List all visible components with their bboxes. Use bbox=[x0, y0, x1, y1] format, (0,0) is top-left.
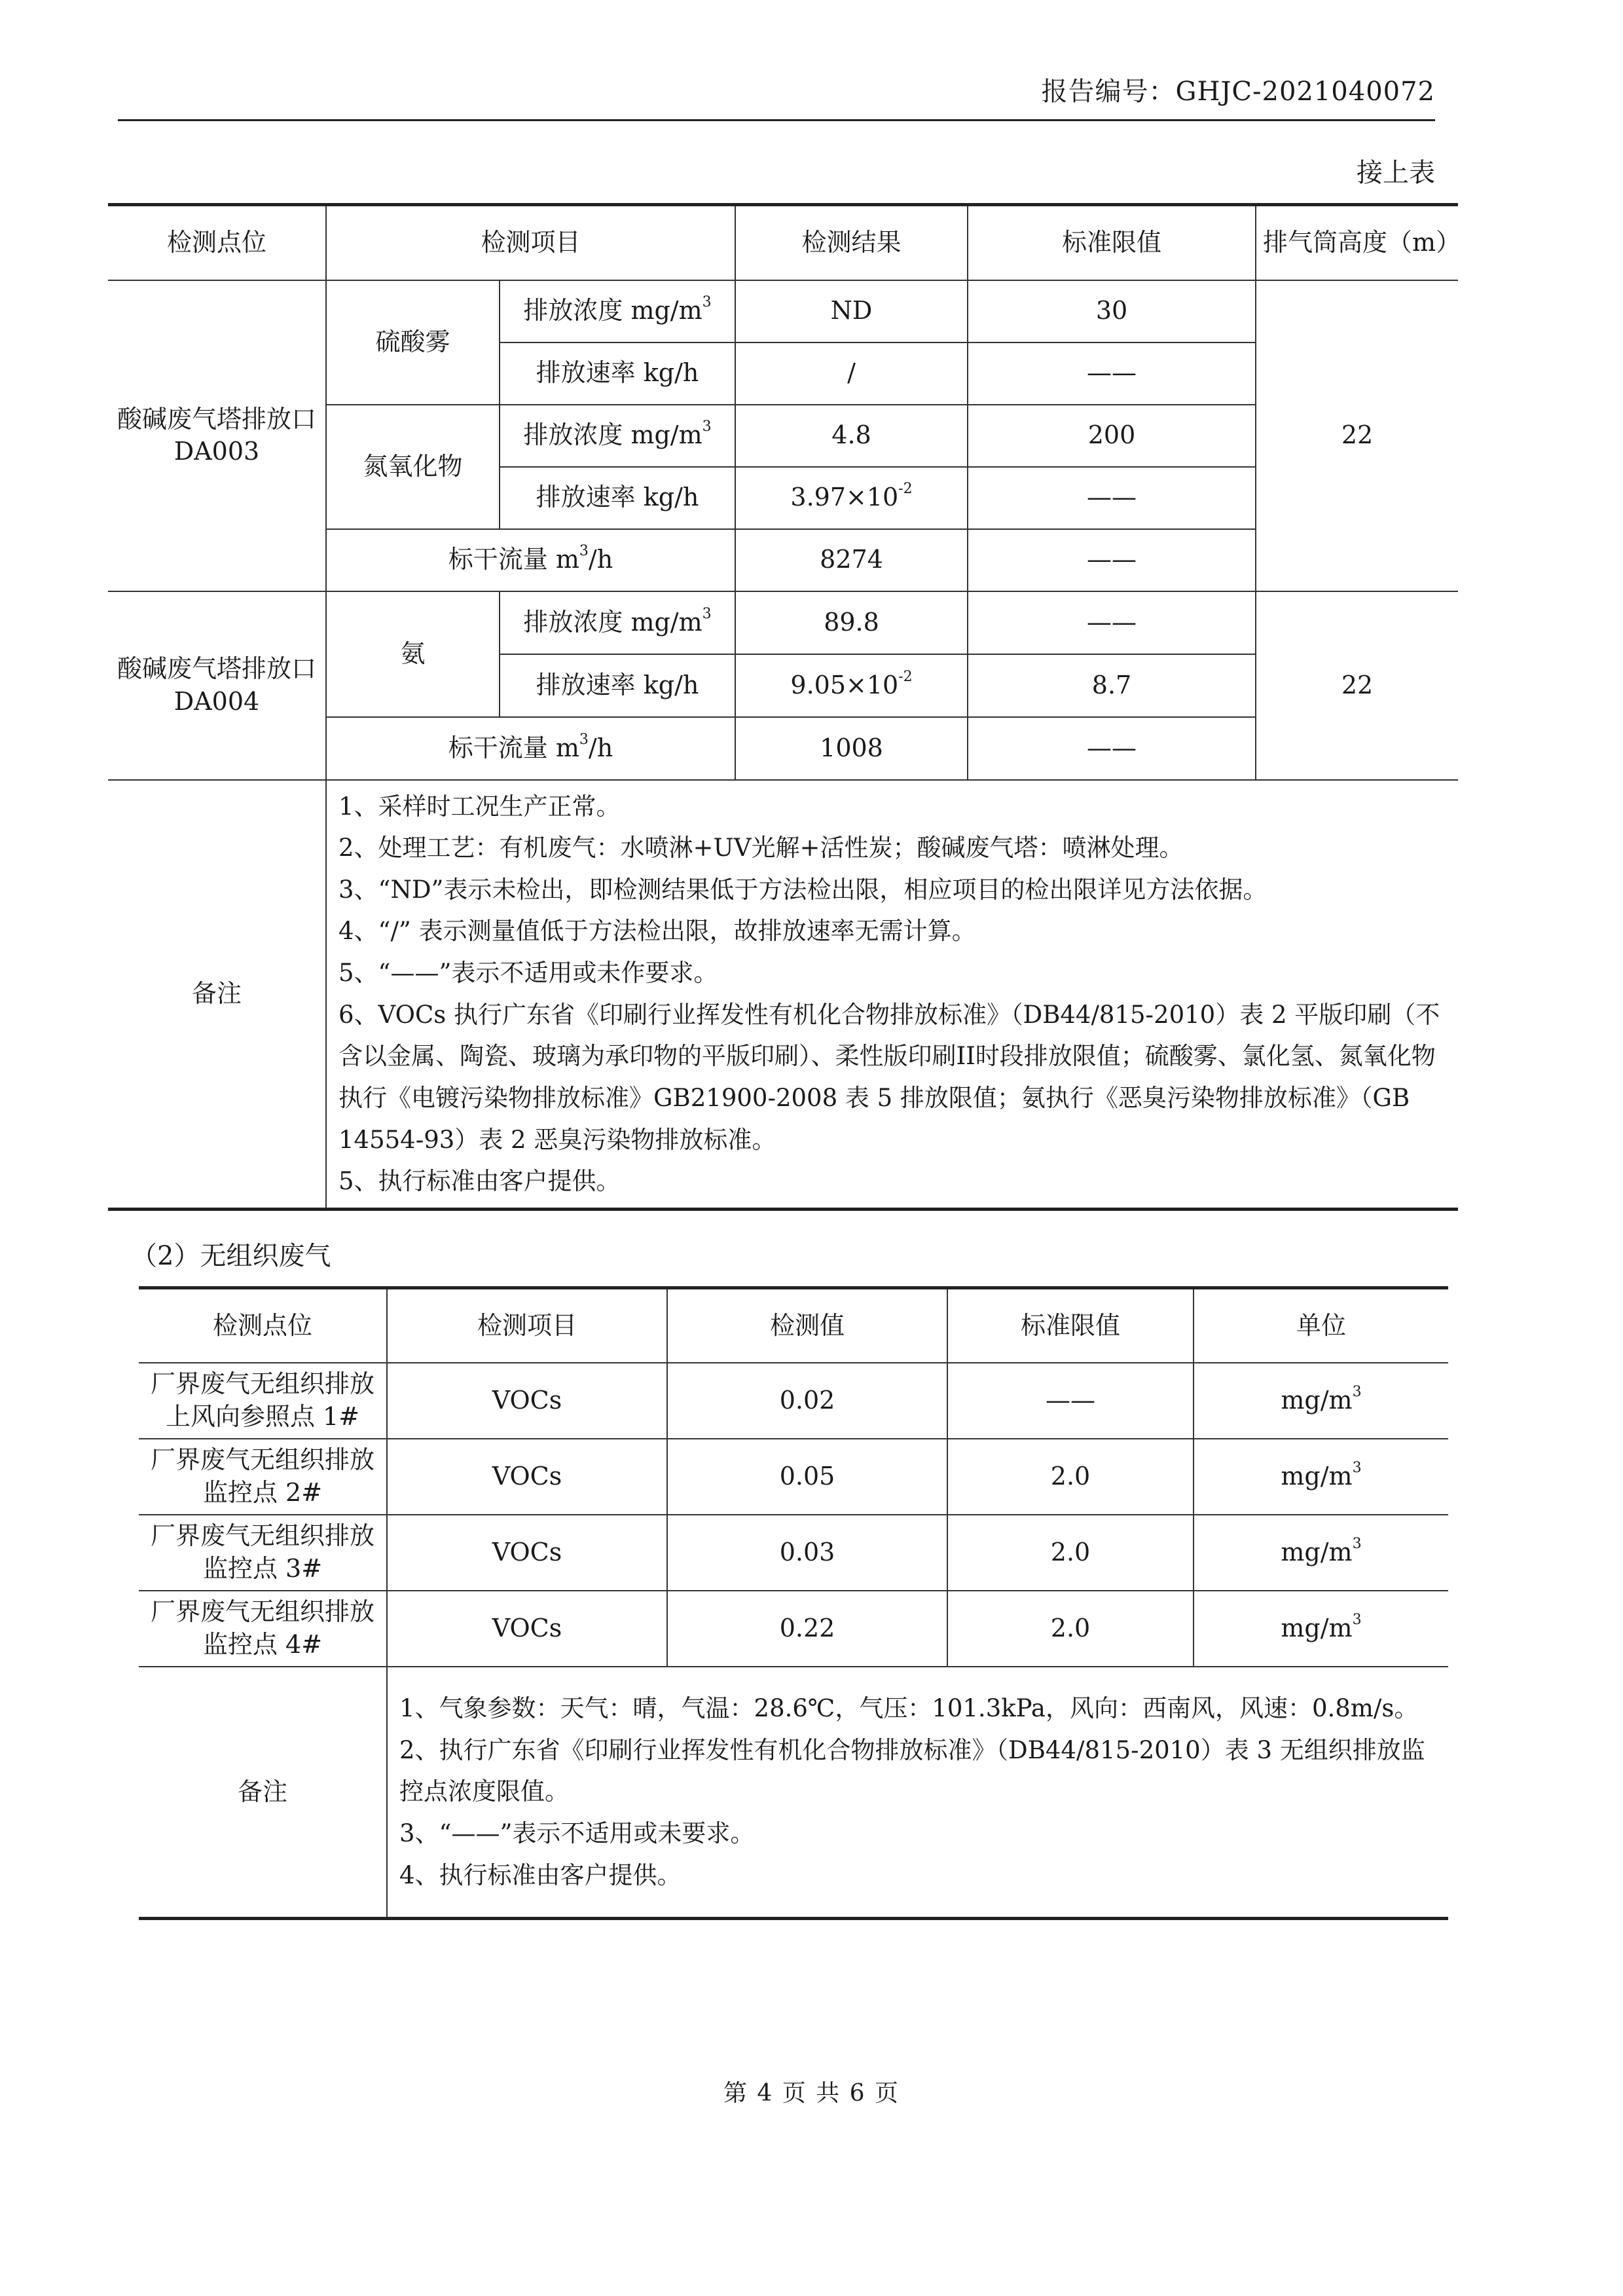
limit-cell: —— bbox=[968, 529, 1256, 591]
superscript: -2 bbox=[898, 668, 913, 685]
result-cell: 89.8 bbox=[735, 591, 968, 654]
flow-label: 标干流量 m bbox=[448, 733, 579, 762]
superscript: 3 bbox=[702, 294, 712, 311]
value-cell: 0.22 bbox=[667, 1591, 947, 1667]
item-label: 排放浓度 mg/m bbox=[523, 420, 702, 450]
note-line: 4、执行标准由客户提供。 bbox=[399, 1861, 682, 1889]
limit-cell: —— bbox=[968, 717, 1256, 780]
stack-height-cell: 22 bbox=[1256, 591, 1458, 780]
unit-cell bbox=[1194, 1363, 1448, 1439]
superscript: 3 bbox=[579, 731, 589, 748]
report-number: 报告编号：GHJC-2021040072 bbox=[1041, 77, 1435, 107]
superscript: 3 bbox=[702, 605, 712, 622]
item-label: 排放浓度 mg/m bbox=[523, 296, 702, 325]
header-cell: 检测项目 bbox=[387, 1288, 667, 1363]
pollutant-cell: 硫酸雾 bbox=[326, 280, 500, 405]
header-cell: 标准限值 bbox=[968, 205, 1256, 280]
header-cell: 单位 bbox=[1194, 1288, 1448, 1363]
stack-height-cell: 22 bbox=[1256, 280, 1458, 591]
result-cell: 8274 bbox=[735, 529, 968, 591]
location-cell: 厂界废气无组织排放监控点 3# bbox=[139, 1515, 387, 1591]
flow-unit: /h bbox=[588, 545, 613, 574]
item-cell: 排放速率 kg/h bbox=[500, 343, 735, 405]
unit-cell bbox=[1194, 1591, 1448, 1667]
limit-cell: —— bbox=[968, 467, 1256, 529]
note-line: 4、“/” 表示测量值低于方法检出限，故排放速率无需计算。 bbox=[338, 917, 976, 946]
flow-label-cell bbox=[326, 529, 735, 591]
flow-label: 标干流量 m bbox=[448, 545, 579, 574]
value-cell: 0.05 bbox=[667, 1439, 947, 1515]
item-cell bbox=[500, 405, 735, 467]
location-cell: 酸碱废气塔排放口 DA004 bbox=[108, 591, 326, 780]
table-header-row bbox=[108, 205, 1458, 280]
continued-note: 接上表 bbox=[1357, 158, 1435, 188]
note-line: 2、处理工艺：有机废气：水喷淋+UV光解+活性炭；酸碱废气塔：喷淋处理。 bbox=[338, 834, 1184, 862]
item-cell bbox=[500, 280, 735, 343]
value-cell: 0.03 bbox=[667, 1515, 947, 1591]
notes-cell bbox=[387, 1667, 1448, 1919]
table-row bbox=[139, 1591, 1448, 1667]
section-title: （2）无组织废气 bbox=[131, 1241, 331, 1271]
limit-cell: 8.7 bbox=[968, 654, 1256, 717]
superscript: 3 bbox=[1352, 1611, 1362, 1628]
table-row bbox=[108, 280, 1458, 343]
page-number: 第 4 页 共 6 页 bbox=[723, 2080, 900, 2107]
item-cell: VOCs bbox=[387, 1515, 667, 1591]
superscript: 3 bbox=[579, 543, 589, 560]
value-cell: 0.02 bbox=[667, 1363, 947, 1439]
note-line: 1、采样时工况生产正常。 bbox=[338, 792, 621, 821]
superscript: 3 bbox=[1352, 1535, 1362, 1552]
location-cell: 酸碱废气塔排放口 DA003 bbox=[108, 280, 326, 591]
notes-label: 备注 bbox=[139, 1667, 387, 1919]
header-cell: 标准限值 bbox=[947, 1288, 1194, 1363]
unit-text: mg/m bbox=[1281, 1385, 1353, 1415]
result-cell: / bbox=[735, 343, 968, 405]
notes-label: 备注 bbox=[108, 780, 326, 1210]
limit-cell: 30 bbox=[968, 280, 1256, 343]
table-row bbox=[139, 1363, 1448, 1439]
note-line: 5、“——”表示不适用或未作要求。 bbox=[338, 959, 718, 987]
item-cell: VOCs bbox=[387, 1439, 667, 1515]
note-line: 2、执行广东省《印刷行业挥发性有机化合物排放标准》（DB44/815-2010）表 3 无组织排放监控点浓度限值。 bbox=[399, 1735, 1425, 1806]
result-cell bbox=[735, 467, 968, 529]
table-row bbox=[139, 1515, 1448, 1591]
header-cell: 检测值 bbox=[667, 1288, 947, 1363]
limit-cell: 2.0 bbox=[947, 1515, 1194, 1591]
item-cell bbox=[500, 591, 735, 654]
pollutant-cell: 氮氧化物 bbox=[326, 405, 500, 529]
unit-text: mg/m bbox=[1281, 1461, 1353, 1491]
limit-cell: —— bbox=[947, 1363, 1194, 1439]
note-line: 1、气象参数：天气：晴，气温：28.6℃，气压：101.3kPa，风向：西南风，风速：0.8m/s。 bbox=[399, 1694, 1419, 1723]
limit-cell: 200 bbox=[968, 405, 1256, 467]
organized-emission-table bbox=[108, 203, 1461, 1211]
result-cell: 1008 bbox=[735, 717, 968, 780]
location-cell: 厂界废气无组织排放监控点 4# bbox=[139, 1591, 387, 1667]
result-base: 3.97×10 bbox=[790, 483, 899, 512]
header-cell: 检测点位 bbox=[108, 205, 326, 280]
header-cell: 检测结果 bbox=[735, 205, 968, 280]
header-divider bbox=[118, 119, 1435, 121]
limit-cell: 2.0 bbox=[947, 1591, 1194, 1667]
pollutant-cell: 氨 bbox=[326, 591, 500, 717]
note-line: 3、“ND”表示未检出，即检测结果低于方法检出限，相应项目的检出限详见方法依据。 bbox=[338, 875, 1267, 904]
item-cell: 排放速率 kg/h bbox=[500, 654, 735, 717]
item-cell: VOCs bbox=[387, 1363, 667, 1439]
fugitive-emission-table bbox=[139, 1286, 1448, 1920]
header-cell: 检测点位 bbox=[139, 1288, 387, 1363]
location-cell: 厂界废气无组织排放监控点 2# bbox=[139, 1439, 387, 1515]
header-cell: 检测项目 bbox=[326, 205, 735, 280]
item-cell: 排放速率 kg/h bbox=[500, 467, 735, 529]
item-label: 排放浓度 mg/m bbox=[523, 607, 702, 637]
item-cell: VOCs bbox=[387, 1591, 667, 1667]
result-base: 9.05×10 bbox=[790, 670, 899, 699]
unit-text: mg/m bbox=[1281, 1537, 1353, 1566]
notes-row bbox=[108, 780, 1458, 1210]
superscript: 3 bbox=[1352, 1459, 1362, 1476]
unit-cell bbox=[1194, 1439, 1448, 1515]
note-line: 6、VOCs 执行广东省《印刷行业挥发性有机化合物排放标准》（DB44/815-2010）表 2 平版印刷（不含以金属、陶瓷、玻璃为承印物的平版印刷）、柔性版印刷II时段排放限值；硫酸雾、氯化氢、氮氧化物执行《电镀污染物排放标准》GB21900-2008 表 5 排放限值；氨执行《恶臭污染物排放标准》（GB 14554-93）表 2 恶臭污染物排放标准。 bbox=[338, 1000, 1440, 1154]
flow-unit: /h bbox=[588, 733, 613, 762]
table-row bbox=[139, 1439, 1448, 1515]
result-cell bbox=[735, 654, 968, 717]
table-row bbox=[108, 591, 1458, 654]
result-cell: ND bbox=[735, 280, 968, 343]
result-cell: 4.8 bbox=[735, 405, 968, 467]
limit-cell: —— bbox=[968, 591, 1256, 654]
unit-text: mg/m bbox=[1281, 1613, 1353, 1642]
unit-cell bbox=[1194, 1515, 1448, 1591]
location-cell: 厂界废气无组织排放上风向参照点 1# bbox=[139, 1363, 387, 1439]
limit-cell: —— bbox=[968, 343, 1256, 405]
notes-cell bbox=[326, 780, 1458, 1210]
note-line: 3、“——”表示不适用或未要求。 bbox=[399, 1819, 755, 1848]
header-cell: 排气筒高度（m） bbox=[1256, 205, 1458, 280]
superscript: -2 bbox=[898, 481, 913, 498]
flow-label-cell bbox=[326, 717, 735, 780]
notes-row bbox=[139, 1667, 1448, 1919]
limit-cell: 2.0 bbox=[947, 1439, 1194, 1515]
superscript: 3 bbox=[1352, 1383, 1362, 1400]
superscript: 3 bbox=[702, 418, 712, 435]
note-line: 5、执行标准由客户提供。 bbox=[338, 1167, 621, 1196]
table-header-row bbox=[139, 1288, 1448, 1363]
